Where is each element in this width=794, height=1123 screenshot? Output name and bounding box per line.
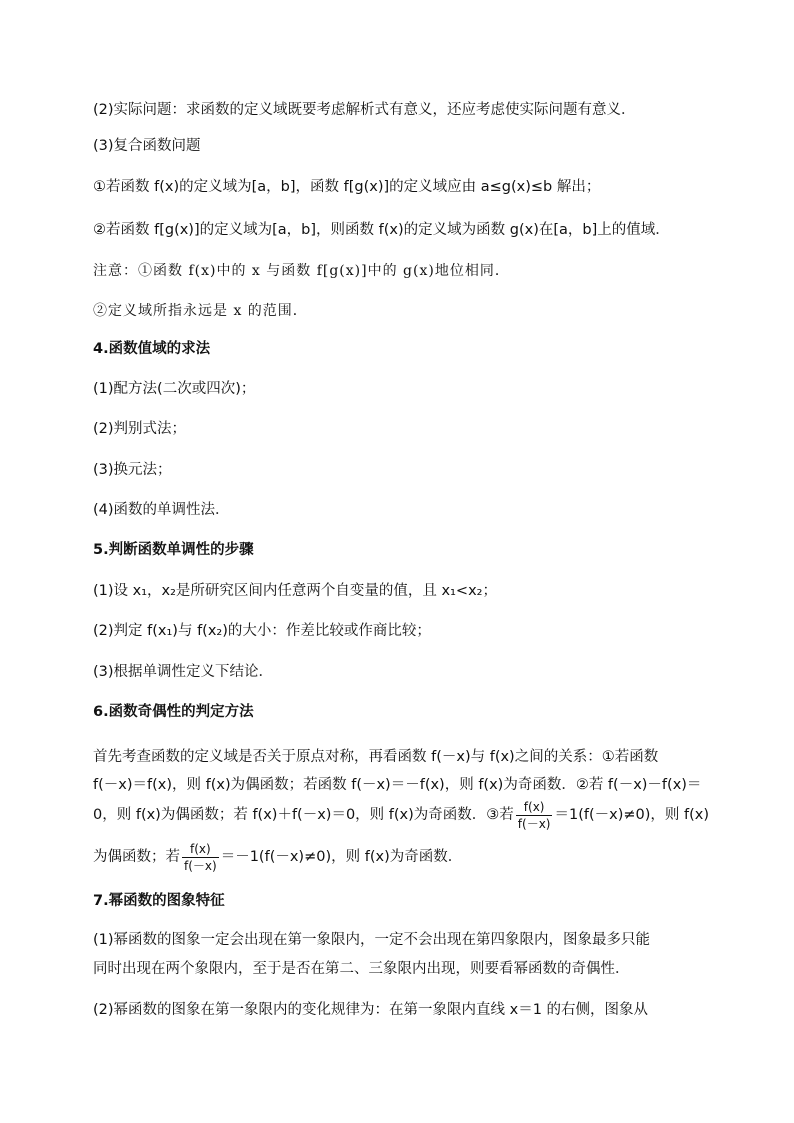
text-line: (3)复合函数问题 xyxy=(93,138,201,154)
text-line: (2)幂函数的图象在第一象限内的变化规律为：在第一象限内直线 x＝1 的右侧，图象从 xyxy=(93,1002,649,1018)
text-span: ＝1(f(－x)≠0)，则 f(x) xyxy=(554,807,710,823)
section-heading: 6.函数奇偶性的判定方法 xyxy=(93,704,254,720)
fraction-denominator: f(－x) xyxy=(184,858,217,873)
text-span: ＝－1(f(－x)≠0)，则 f(x)为奇函数． xyxy=(220,849,463,865)
text-line: (2)判别式法； xyxy=(93,421,187,437)
paragraph-line: f(－x)＝f(x)，则 f(x)为偶函数；若函数 f(－x)＝－f(x)，则 f(x)为奇函数．②若 f(－x)－f(x)＝ xyxy=(93,777,702,793)
text-line: (1)幂函数的图象一定会出现在第一象限内，一定不会出现在第四象限内，图象最多只能 xyxy=(93,932,651,948)
fraction-denominator: f(－x) xyxy=(517,816,551,831)
fraction-numerator: f(x) xyxy=(182,842,219,858)
fraction xyxy=(182,842,219,873)
note-line: 注意：①函数 f(x)中的 x 与函数 f[g(x)]中的 g(x)地位相同． xyxy=(93,263,510,279)
section-heading: 7.幂函数的图象特征 xyxy=(93,893,225,909)
text-span: 0，则 f(x)为偶函数；若 f(x)＋f(－x)＝0，则 f(x)为奇函数．③若 xyxy=(93,807,514,823)
text-line: (1)设 x₁，x₂是所研究区间内任意两个自变量的值，且 x₁<x₂； xyxy=(93,583,497,599)
text-line: ①若函数 f(x)的定义域为[a，b]，函数 f[g(x)]的定义域应由 a≤g(x)≤b 解出； xyxy=(93,179,601,195)
text-line: (3)根据单调性定义下结论． xyxy=(93,664,274,680)
text-line: 同时出现在两个象限内，至于是否在第二、三象限内出现，则要看幂函数的奇偶性． xyxy=(93,961,630,977)
paragraph-line xyxy=(93,797,709,833)
paragraph-line: 首先考查函数的定义域是否关于原点对称，再看函数 f(－x)与 f(x)之间的关系：①若函数 xyxy=(93,749,659,765)
section-heading: 4.函数值域的求法 xyxy=(93,341,211,357)
text-line: (2)判定 f(x₁)与 f(x₂)的大小：作差比较或作商比较； xyxy=(93,623,431,639)
text-line: (4)函数的单调性法． xyxy=(93,502,230,518)
text-line: (3)换元法； xyxy=(93,462,172,478)
note-line: ②定义域所指永远是 x 的范围． xyxy=(93,303,308,319)
paragraph-line xyxy=(93,839,462,875)
fraction-numerator: f(x) xyxy=(516,800,553,816)
text-line: ②若函数 f[g(x)]的定义域为[a，b]，则函数 f(x)的定义域为函数 g(x)在[a，b]上的值域． xyxy=(93,222,670,238)
section-heading: 5.判断函数单调性的步骤 xyxy=(93,542,254,558)
text-line: (1)配方法(二次或四次)； xyxy=(93,381,256,397)
text-line: (2)实际问题：求函数的定义域既要考虑解析式有意义，还应考虑使实际问题有意义． xyxy=(93,102,636,118)
text-span: 为偶函数；若 xyxy=(93,849,180,865)
fraction xyxy=(516,800,553,831)
